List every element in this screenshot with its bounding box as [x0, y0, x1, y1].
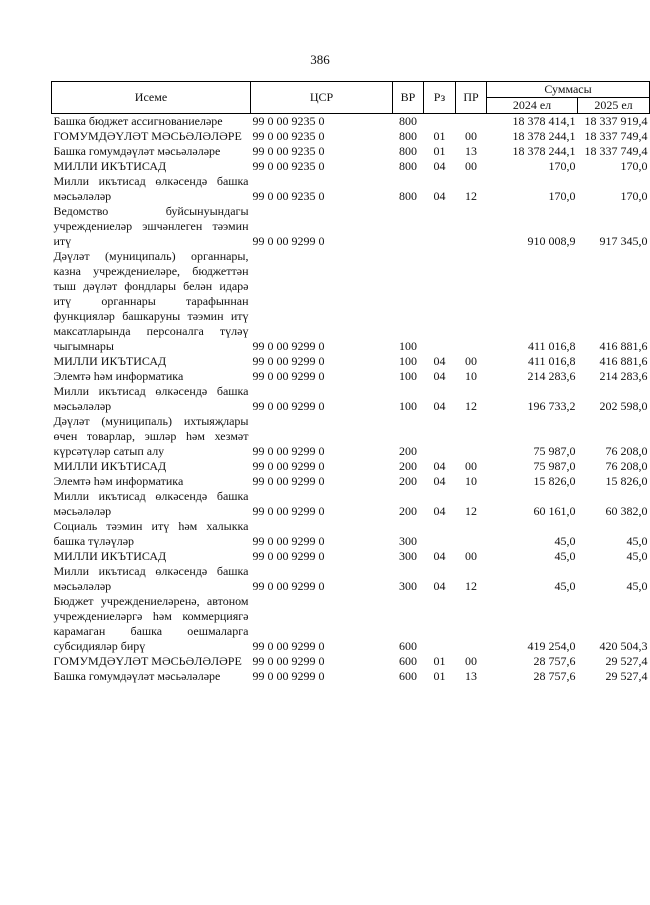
row-rz [424, 414, 456, 459]
row-csr: 99 0 00 9299 0 [252, 579, 325, 593]
row-name: МИЛЛИ ИКЪТИСАД [53, 159, 167, 173]
row-csr: 99 0 00 9299 0 [252, 474, 325, 488]
header-csr: ЦСР [251, 82, 393, 114]
row-csr: 99 0 00 9235 0 [252, 159, 325, 173]
row-pr: 10 [465, 369, 477, 383]
row-sum-2025: 15 826,0 [605, 474, 648, 488]
row-sum-2024: 60 161,0 [533, 504, 576, 518]
row-csr: 99 0 00 9299 0 [252, 234, 325, 248]
row-sum-2024: 910 008,9 [527, 234, 576, 248]
row-vr: 200 [399, 504, 417, 518]
row-rz: 01 [433, 129, 446, 143]
row-sum-2025: 170,0 [620, 159, 648, 173]
row-pr [456, 204, 487, 249]
row-csr: 99 0 00 9235 0 [252, 114, 325, 128]
row-name: Элемтә һәм информатика [53, 474, 184, 488]
header-pr: ПР [456, 82, 487, 114]
table-row [52, 249, 650, 354]
row-sum-2024: 411 016,8 [527, 354, 576, 368]
row-pr: 00 [465, 159, 477, 173]
row-pr: 12 [465, 504, 477, 518]
row-name: Милли икътисад өлкәсендә башка мәсьәләләр [53, 384, 249, 413]
row-pr: 12 [465, 399, 477, 413]
row-csr: 99 0 00 9299 0 [252, 504, 325, 518]
row-vr: 300 [399, 579, 417, 593]
row-pr [456, 594, 487, 654]
row-name: Элемтә һәм информатика [53, 369, 184, 383]
row-vr: 200 [399, 474, 417, 488]
row-vr: 800 [399, 159, 417, 173]
row-name: Милли икътисад өлкәсендә башка мәсьәләләр [53, 564, 249, 593]
row-sum-2025: 214 283,6 [599, 369, 648, 383]
row-name: Дәүләт (муниципаль) органнары, казна учреждениеләре, бюджеттән тыш дәүләт фондлары белән идарә итү органнары тарафыннан функцияләр башкаруны тәэмин итү максатларында персоналга түләү чыгымнары [53, 249, 249, 353]
row-sum-2024: 170,0 [548, 159, 576, 173]
table-row [52, 144, 650, 159]
row-csr: 99 0 00 9299 0 [252, 639, 325, 653]
row-sum-2024: 28 757,6 [533, 654, 576, 668]
row-vr: 800 [399, 114, 417, 128]
row-name: Милли икътисад өлкәсендә башка мәсьәләләр [53, 174, 249, 203]
row-pr: 00 [465, 654, 477, 668]
row-rz [424, 204, 456, 249]
row-sum-2024: 75 987,0 [533, 459, 576, 473]
table-row [52, 354, 650, 369]
row-vr: 100 [399, 339, 417, 353]
row-rz: 04 [433, 579, 446, 593]
row-name: Социаль тәэмин итү һәм халыкка башка түләүләр [53, 519, 249, 548]
row-sum-2024: 18 378 244,1 [512, 129, 576, 143]
row-csr: 99 0 00 9299 0 [252, 654, 325, 668]
row-name: Ведомство буйсынуындагы учреждениеләр эшчәнлеген тәэмин итү [53, 204, 249, 248]
row-rz: 04 [433, 369, 446, 383]
row-sum-2025: 76 208,0 [605, 459, 648, 473]
header-name: Исеме [52, 82, 251, 114]
row-pr: 00 [465, 549, 477, 563]
table-row [52, 489, 650, 519]
row-pr [456, 249, 487, 354]
row-name: МИЛЛИ ИКЪТИСАД [53, 354, 167, 368]
row-name: ГОМУМДӘҮЛӘТ МӘСЬӘЛӘЛӘРЕ [53, 654, 242, 668]
table-row [52, 159, 650, 174]
table-row [52, 114, 650, 130]
row-vr: 100 [399, 369, 417, 383]
row-sum-2025: 29 527,4 [605, 669, 648, 683]
table-row [52, 549, 650, 564]
row-sum-2025: 420 504,3 [599, 639, 648, 653]
row-vr: 600 [399, 669, 417, 683]
row-pr: 10 [465, 474, 477, 488]
budget-table [51, 81, 650, 684]
row-sum-2025: 917 345,0 [599, 234, 648, 248]
row-vr: 800 [399, 129, 417, 143]
row-vr: 600 [399, 654, 417, 668]
table-row [52, 669, 650, 684]
table-row [52, 129, 650, 144]
row-sum-2025: 416 881,6 [599, 339, 648, 353]
row-name: ГОМУМДӘҮЛӘТ МӘСЬӘЛӘЛӘРЕ [53, 129, 242, 143]
row-rz: 04 [433, 354, 446, 368]
row-sum-2024: 196 733,2 [527, 399, 576, 413]
row-pr: 12 [465, 579, 477, 593]
row-csr: 99 0 00 9299 0 [252, 399, 325, 413]
row-pr [456, 519, 487, 549]
row-rz: 01 [433, 144, 446, 158]
row-csr: 99 0 00 9299 0 [252, 549, 325, 563]
row-pr [456, 414, 487, 459]
row-vr: 600 [399, 639, 417, 653]
row-vr: 800 [399, 189, 417, 203]
row-vr: 100 [399, 399, 417, 413]
header-vr: ВР [393, 82, 424, 114]
row-sum-2024: 419 254,0 [527, 639, 576, 653]
table-row [52, 369, 650, 384]
row-csr: 99 0 00 9299 0 [252, 444, 325, 458]
row-sum-2025: 416 881,6 [599, 354, 648, 368]
row-rz: 04 [433, 549, 446, 563]
table-row [52, 459, 650, 474]
row-rz: 04 [433, 504, 446, 518]
row-sum-2024: 18 378 414,1 [512, 114, 576, 128]
row-sum-2024: 75 987,0 [533, 444, 576, 458]
row-csr: 99 0 00 9235 0 [252, 189, 325, 203]
row-vr: 300 [399, 549, 417, 563]
row-csr: 99 0 00 9299 0 [252, 354, 325, 368]
row-sum-2024: 28 757,6 [533, 669, 576, 683]
row-sum-2025: 18 337 749,4 [584, 144, 648, 158]
row-sum-2025: 18 337 749,4 [584, 129, 648, 143]
row-pr: 12 [465, 189, 477, 203]
table-row [52, 564, 650, 594]
row-rz [424, 519, 456, 549]
row-sum-2025: 170,0 [620, 189, 648, 203]
row-sum-2025: 29 527,4 [605, 654, 648, 668]
row-csr: 99 0 00 9235 0 [252, 129, 325, 143]
table-row [52, 654, 650, 669]
header-year-2025: 2025 ел [578, 98, 650, 114]
row-rz: 04 [433, 474, 446, 488]
row-rz: 04 [433, 459, 446, 473]
row-pr [456, 114, 487, 130]
row-csr: 99 0 00 9299 0 [252, 339, 325, 353]
row-vr: 200 [399, 444, 417, 458]
row-rz [424, 594, 456, 654]
row-csr: 99 0 00 9235 0 [252, 144, 325, 158]
row-name: Башка бюджет ассигнованиеләре [53, 114, 223, 128]
row-pr: 13 [465, 669, 477, 683]
row-rz: 01 [433, 654, 446, 668]
row-csr: 99 0 00 9299 0 [252, 534, 325, 548]
page-number: 386 [310, 52, 330, 67]
table-row [52, 384, 650, 414]
row-name: Бюджет учреждениеләренә, автоном учреждениеләргә һәм коммерциягә карамаган башка оешмаларга субсидияләр бирү [53, 594, 249, 653]
table-row [52, 594, 650, 654]
table-row [52, 174, 650, 204]
table-row [52, 204, 650, 249]
row-rz [424, 114, 456, 130]
row-csr: 99 0 00 9299 0 [252, 459, 325, 473]
row-sum-2025: 60 382,0 [605, 504, 648, 518]
row-sum-2024: 214 283,6 [527, 369, 576, 383]
row-name: Башка гомумдәүләт мәсьәләләре [53, 144, 221, 158]
table-row [52, 519, 650, 549]
row-pr: 00 [465, 354, 477, 368]
row-sum-2024: 45,0 [554, 534, 576, 548]
row-sum-2024: 45,0 [554, 549, 576, 563]
row-name: МИЛЛИ ИКЪТИСАД [53, 549, 167, 563]
row-name: Дәүләт (муниципаль) ихтыяҗлары өчен товарлар, эшләр һәм хезмәт күрсәтүләр сатып алу [53, 414, 249, 458]
table-row [52, 414, 650, 459]
row-name: Башка гомумдәүләт мәсьәләләре [53, 669, 221, 683]
row-vr: 800 [399, 144, 417, 158]
row-csr: 99 0 00 9299 0 [252, 669, 325, 683]
header-sums: Суммасы [487, 82, 650, 98]
row-sum-2024: 411 016,8 [527, 339, 576, 353]
header-rz: Рз [424, 82, 456, 114]
row-vr: 100 [399, 354, 417, 368]
row-sum-2025: 202 598,0 [599, 399, 648, 413]
row-name: МИЛЛИ ИКЪТИСАД [53, 459, 167, 473]
row-vr: 300 [399, 534, 417, 548]
row-sum-2024: 18 378 244,1 [512, 144, 576, 158]
table-body [52, 114, 650, 685]
row-rz: 04 [433, 399, 446, 413]
row-sum-2024: 15 826,0 [533, 474, 576, 488]
row-sum-2025: 45,0 [626, 579, 648, 593]
row-name: Милли икътисад өлкәсендә башка мәсьәләләр [53, 489, 249, 518]
row-sum-2025: 18 337 919,4 [584, 114, 648, 128]
row-csr: 99 0 00 9299 0 [252, 369, 325, 383]
row-sum-2025: 76 208,0 [605, 444, 648, 458]
row-vr [393, 204, 424, 249]
row-pr: 13 [465, 144, 477, 158]
row-vr: 200 [399, 459, 417, 473]
row-rz [424, 249, 456, 354]
header-year-2024: 2024 ел [487, 98, 578, 114]
row-sum-2024: 170,0 [548, 189, 576, 203]
row-sum-2025: 45,0 [626, 534, 648, 548]
row-sum-2024: 45,0 [554, 579, 576, 593]
row-pr: 00 [465, 459, 477, 473]
row-rz: 01 [433, 669, 446, 683]
row-rz: 04 [433, 159, 446, 173]
row-rz: 04 [433, 189, 446, 203]
row-pr: 00 [465, 129, 477, 143]
table-row [52, 474, 650, 489]
row-sum-2025: 45,0 [626, 549, 648, 563]
